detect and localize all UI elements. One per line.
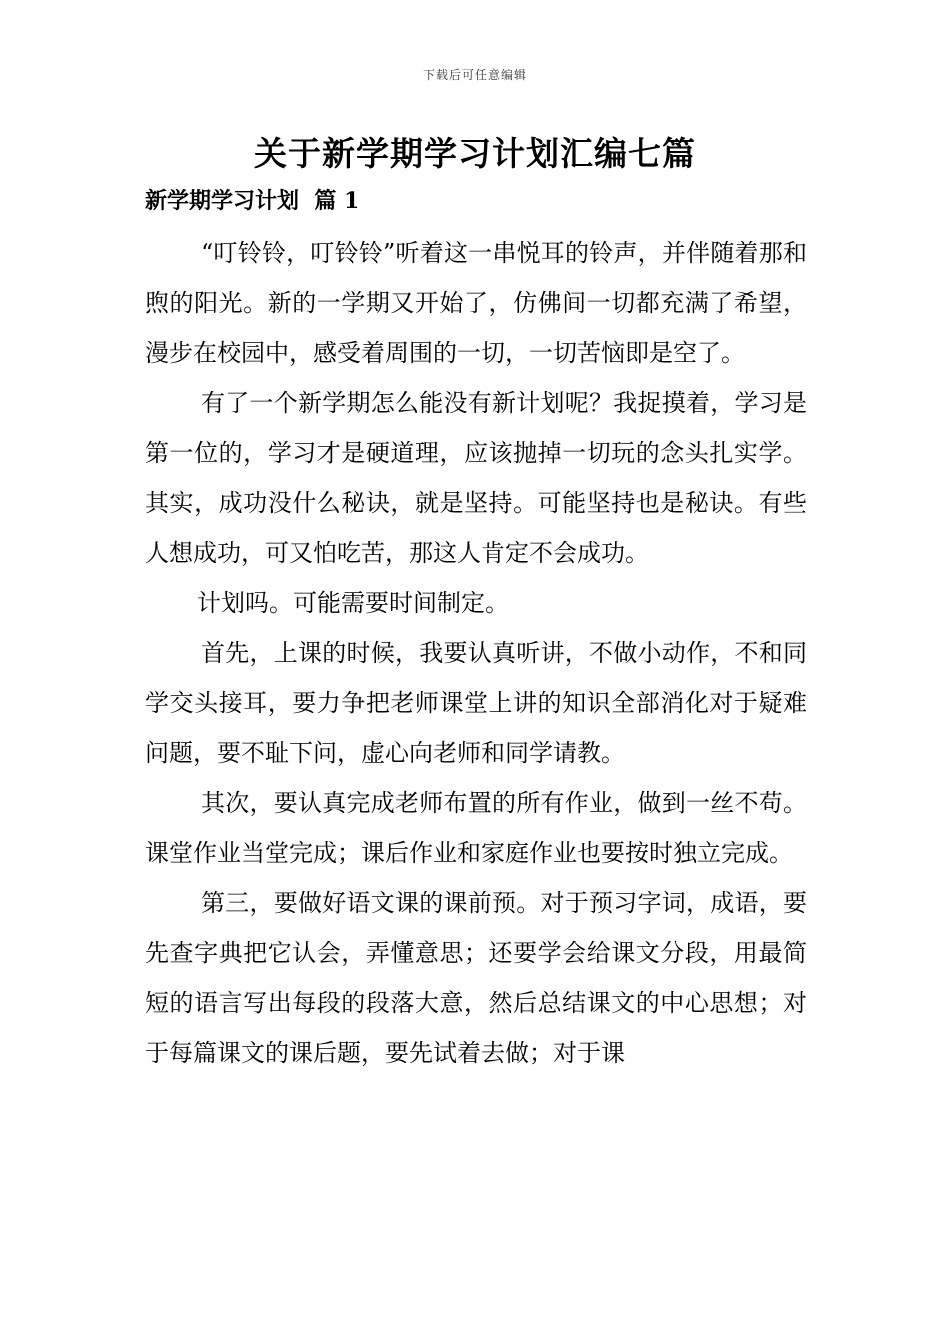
paragraph: “叮铃铃，叮铃铃”听着这一串悦耳的铃声，并伴随着那和煦的阳光。新的一学期又开始了，仿佛间一切都充满了希望，漫步在校园中，感受着周围的一切，一切苦恼即是空了。 (145, 239, 807, 367)
paragraph: 有了一个新学期怎么能没有新计划呢？我捉摸着，学习是第一位的，学习才是硬道理，应该抛掉一切玩的念头扎实学。其实，成功没什么秘诀，就是坚持。可能坚持也是秘诀。有些人想成功，可又怕吃苦，那这人肯定不会成功。 (145, 389, 807, 567)
paragraph: 首先，上课的时候，我要认真听讲，不做小动作，不和同学交头接耳，要力争把老师课堂上讲的知识全部消化对于疑难问题，要不耻下问，虚心向老师和同学请教。 (145, 639, 807, 767)
document-title: 关于新学期学习计划汇编七篇 (254, 134, 696, 173)
paragraph: 计划吗。可能需要时间制定。 (197, 589, 509, 617)
header-note: 下载后可任意编辑 (422, 68, 527, 82)
section-heading: 新学期学习计划 篇 1 (145, 188, 360, 214)
document-body (145, 228, 807, 1078)
paragraph: 其次，要认真完成老师布置的所有作业，做到一丝不苟。课堂作业当堂完成；课后作业和家庭作业也要按时独立完成。 (145, 789, 807, 867)
paragraph: 第三，要做好语文课的课前预。对于预习字词，成语，要先查字典把它认会，弄懂意思；还要学会给课文分段，用最简短的语言写出每段的段落大意，然后总结课文的中心思想；对于每篇课文的课后题，要先试着去做；对于课 (145, 889, 807, 1067)
